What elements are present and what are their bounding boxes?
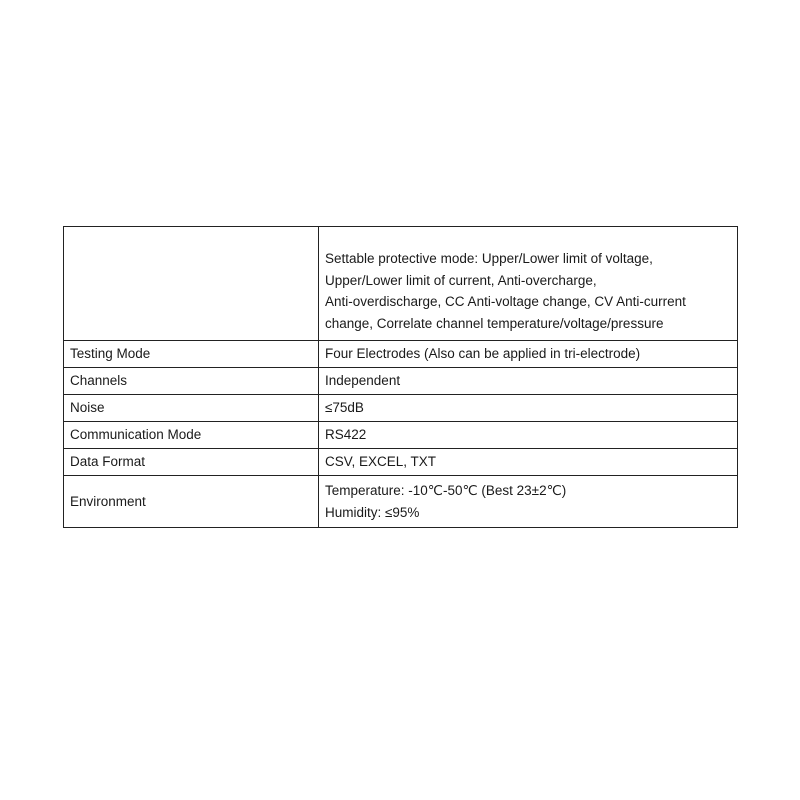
data-format-value: CSV, EXCEL, TXT: [319, 449, 738, 476]
channels-label: Channels: [64, 368, 319, 395]
noise-label: Noise: [64, 395, 319, 422]
protective-mode-line: Settable protective mode: Upper/Lower limit of voltage,: [325, 251, 653, 266]
noise-value: ≤75dB: [319, 395, 738, 422]
channels-value: Independent: [319, 368, 738, 395]
table-row-noise: [64, 395, 738, 422]
environment-value: [319, 476, 738, 528]
protective-mode-line: Upper/Lower limit of current, Anti-overcharge,: [325, 272, 597, 288]
protective-mode-line: Anti-overdischarge, CC Anti-voltage change, CV Anti-current: [325, 294, 686, 309]
communication-mode-label: Communication Mode: [64, 422, 319, 449]
table-row-channels: [64, 368, 738, 395]
protective-mode-label: [64, 227, 319, 341]
environment-label: Environment: [64, 476, 319, 528]
spec-table: [63, 226, 738, 528]
protective-mode-value: [319, 227, 738, 341]
testing-mode-value: Four Electrodes (Also can be applied in tri-electrode): [319, 341, 738, 368]
protective-mode-line: change, Correlate channel temperature/voltage/pressure: [325, 315, 664, 331]
table-row-testing-mode: [64, 341, 738, 368]
environment-humidity: Humidity: ≤95%: [325, 504, 420, 520]
table-row-communication-mode: [64, 422, 738, 449]
data-format-label: Data Format: [64, 449, 319, 476]
table-row-data-format: [64, 449, 738, 476]
environment-temperature: Temperature: -10℃-50℃ (Best 23±2℃): [325, 483, 567, 498]
communication-mode-value: RS422: [319, 422, 738, 449]
table-row-protective-mode: [64, 227, 738, 341]
table-row-environment: [64, 476, 738, 528]
testing-mode-label: Testing Mode: [64, 341, 319, 368]
